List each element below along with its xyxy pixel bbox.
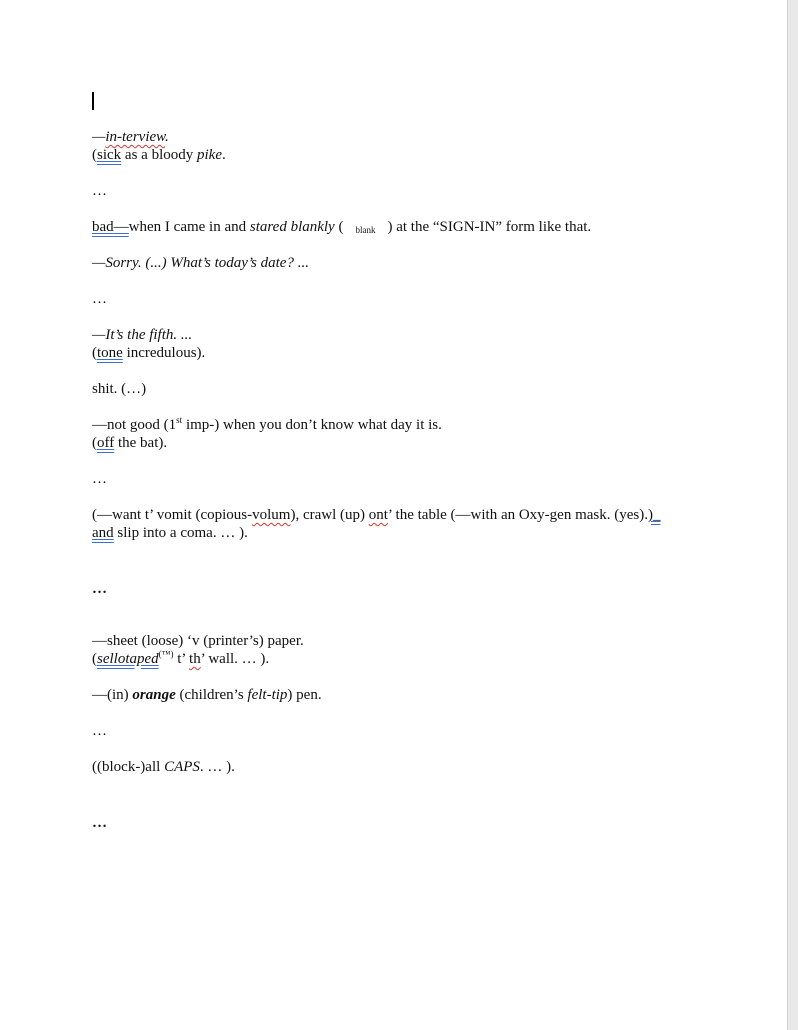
- paren: (: [92, 345, 97, 361]
- grammar-flag-dash[interactable]: —: [113, 219, 129, 235]
- text: when I came in and: [128, 219, 250, 235]
- text: —not good (1: [92, 417, 177, 433]
- text: as a bloody: [121, 147, 197, 163]
- italic-text: felt-tip: [247, 687, 288, 703]
- ellipsis-line: …: [92, 723, 107, 739]
- misspelled-word[interactable]: volum: [252, 507, 291, 523]
- text: ) pen.: [287, 687, 322, 703]
- text: (: [334, 219, 344, 235]
- small-text-blank: blank: [355, 225, 376, 235]
- line-caps: [92, 758, 235, 777]
- line-sorry: —Sorry. (...) What’s today’s date? ...: [92, 255, 309, 271]
- text: t’: [173, 651, 190, 667]
- text: . … ).: [199, 759, 235, 775]
- text: ((block-)all: [92, 759, 165, 775]
- line-orange: [92, 686, 322, 705]
- text: ), crawl (up): [290, 507, 369, 523]
- text: imp-) when you don’t know what day it is.: [182, 417, 442, 433]
- grammar-flag-mark[interactable]: _: [652, 507, 661, 523]
- bold-italic-text: orange: [132, 687, 176, 703]
- period: .: [221, 147, 226, 163]
- italic-text: stared blankly: [249, 219, 335, 235]
- italic-text: CAPS: [164, 759, 200, 775]
- line-bad: [92, 218, 591, 238]
- period: .: [165, 129, 169, 145]
- misspelled-word[interactable]: th: [189, 651, 201, 667]
- ellipsis-line: …: [92, 471, 107, 487]
- text: —(in): [92, 687, 133, 703]
- paren: (: [92, 435, 97, 451]
- grammar-flag-word[interactable]: tone: [97, 345, 123, 361]
- grammar-flag-paren[interactable]: ): [647, 507, 653, 523]
- italic-text: pike: [197, 147, 222, 163]
- trademark-superscript: (™): [158, 649, 174, 659]
- line-coma: [92, 524, 248, 543]
- ellipsis-line-bold: …: [92, 581, 107, 597]
- text: the bat).: [114, 435, 168, 451]
- grammar-flag-word[interactable]: sick: [97, 147, 122, 163]
- text: (children’s: [175, 687, 248, 703]
- dash: —: [92, 129, 106, 145]
- ellipsis-line-bold: …: [92, 815, 107, 831]
- paren: (: [92, 651, 97, 667]
- text-cursor: [92, 92, 94, 110]
- text: (—want t’ vomit (copious-: [92, 507, 253, 523]
- line-interview: [92, 128, 169, 147]
- page-edge-scrollbar[interactable]: [787, 0, 798, 1030]
- line-fifth: —It’s the fifth. ...: [92, 327, 193, 343]
- misspelled-word[interactable]: ont: [368, 507, 388, 523]
- line-sheet: —sheet (loose) ‘v (printer’s) paper.: [92, 633, 304, 649]
- text: ’ wall. … ).: [200, 651, 270, 667]
- line-sellotaped: [92, 650, 269, 669]
- misspelled-word[interactable]: in-terview: [105, 129, 166, 145]
- grammar-flag-word[interactable]: and: [92, 525, 114, 541]
- line-not-good: [92, 416, 442, 435]
- text: ’ the table (—with an Oxy-gen mask. (yes).: [387, 507, 648, 523]
- line-tone: [92, 344, 205, 363]
- grammar-flag-word[interactable]: sellotaped: [97, 651, 159, 667]
- text: incredulous).: [122, 345, 206, 361]
- text: slip into a coma. … ).: [113, 525, 248, 541]
- superscript: st: [176, 415, 183, 425]
- ellipsis-line: …: [92, 183, 107, 199]
- line-shit: shit. (…): [92, 381, 147, 397]
- grammar-flag-word[interactable]: bad: [92, 219, 114, 235]
- ellipsis-line: …: [92, 291, 107, 307]
- text: ) at the “SIGN-IN” form like that.: [387, 219, 592, 235]
- grammar-flag-word[interactable]: off: [97, 435, 115, 451]
- line-vomit: [92, 506, 660, 525]
- paren: (: [92, 147, 97, 163]
- line-sick: [92, 146, 226, 165]
- line-off-bat: [92, 434, 167, 453]
